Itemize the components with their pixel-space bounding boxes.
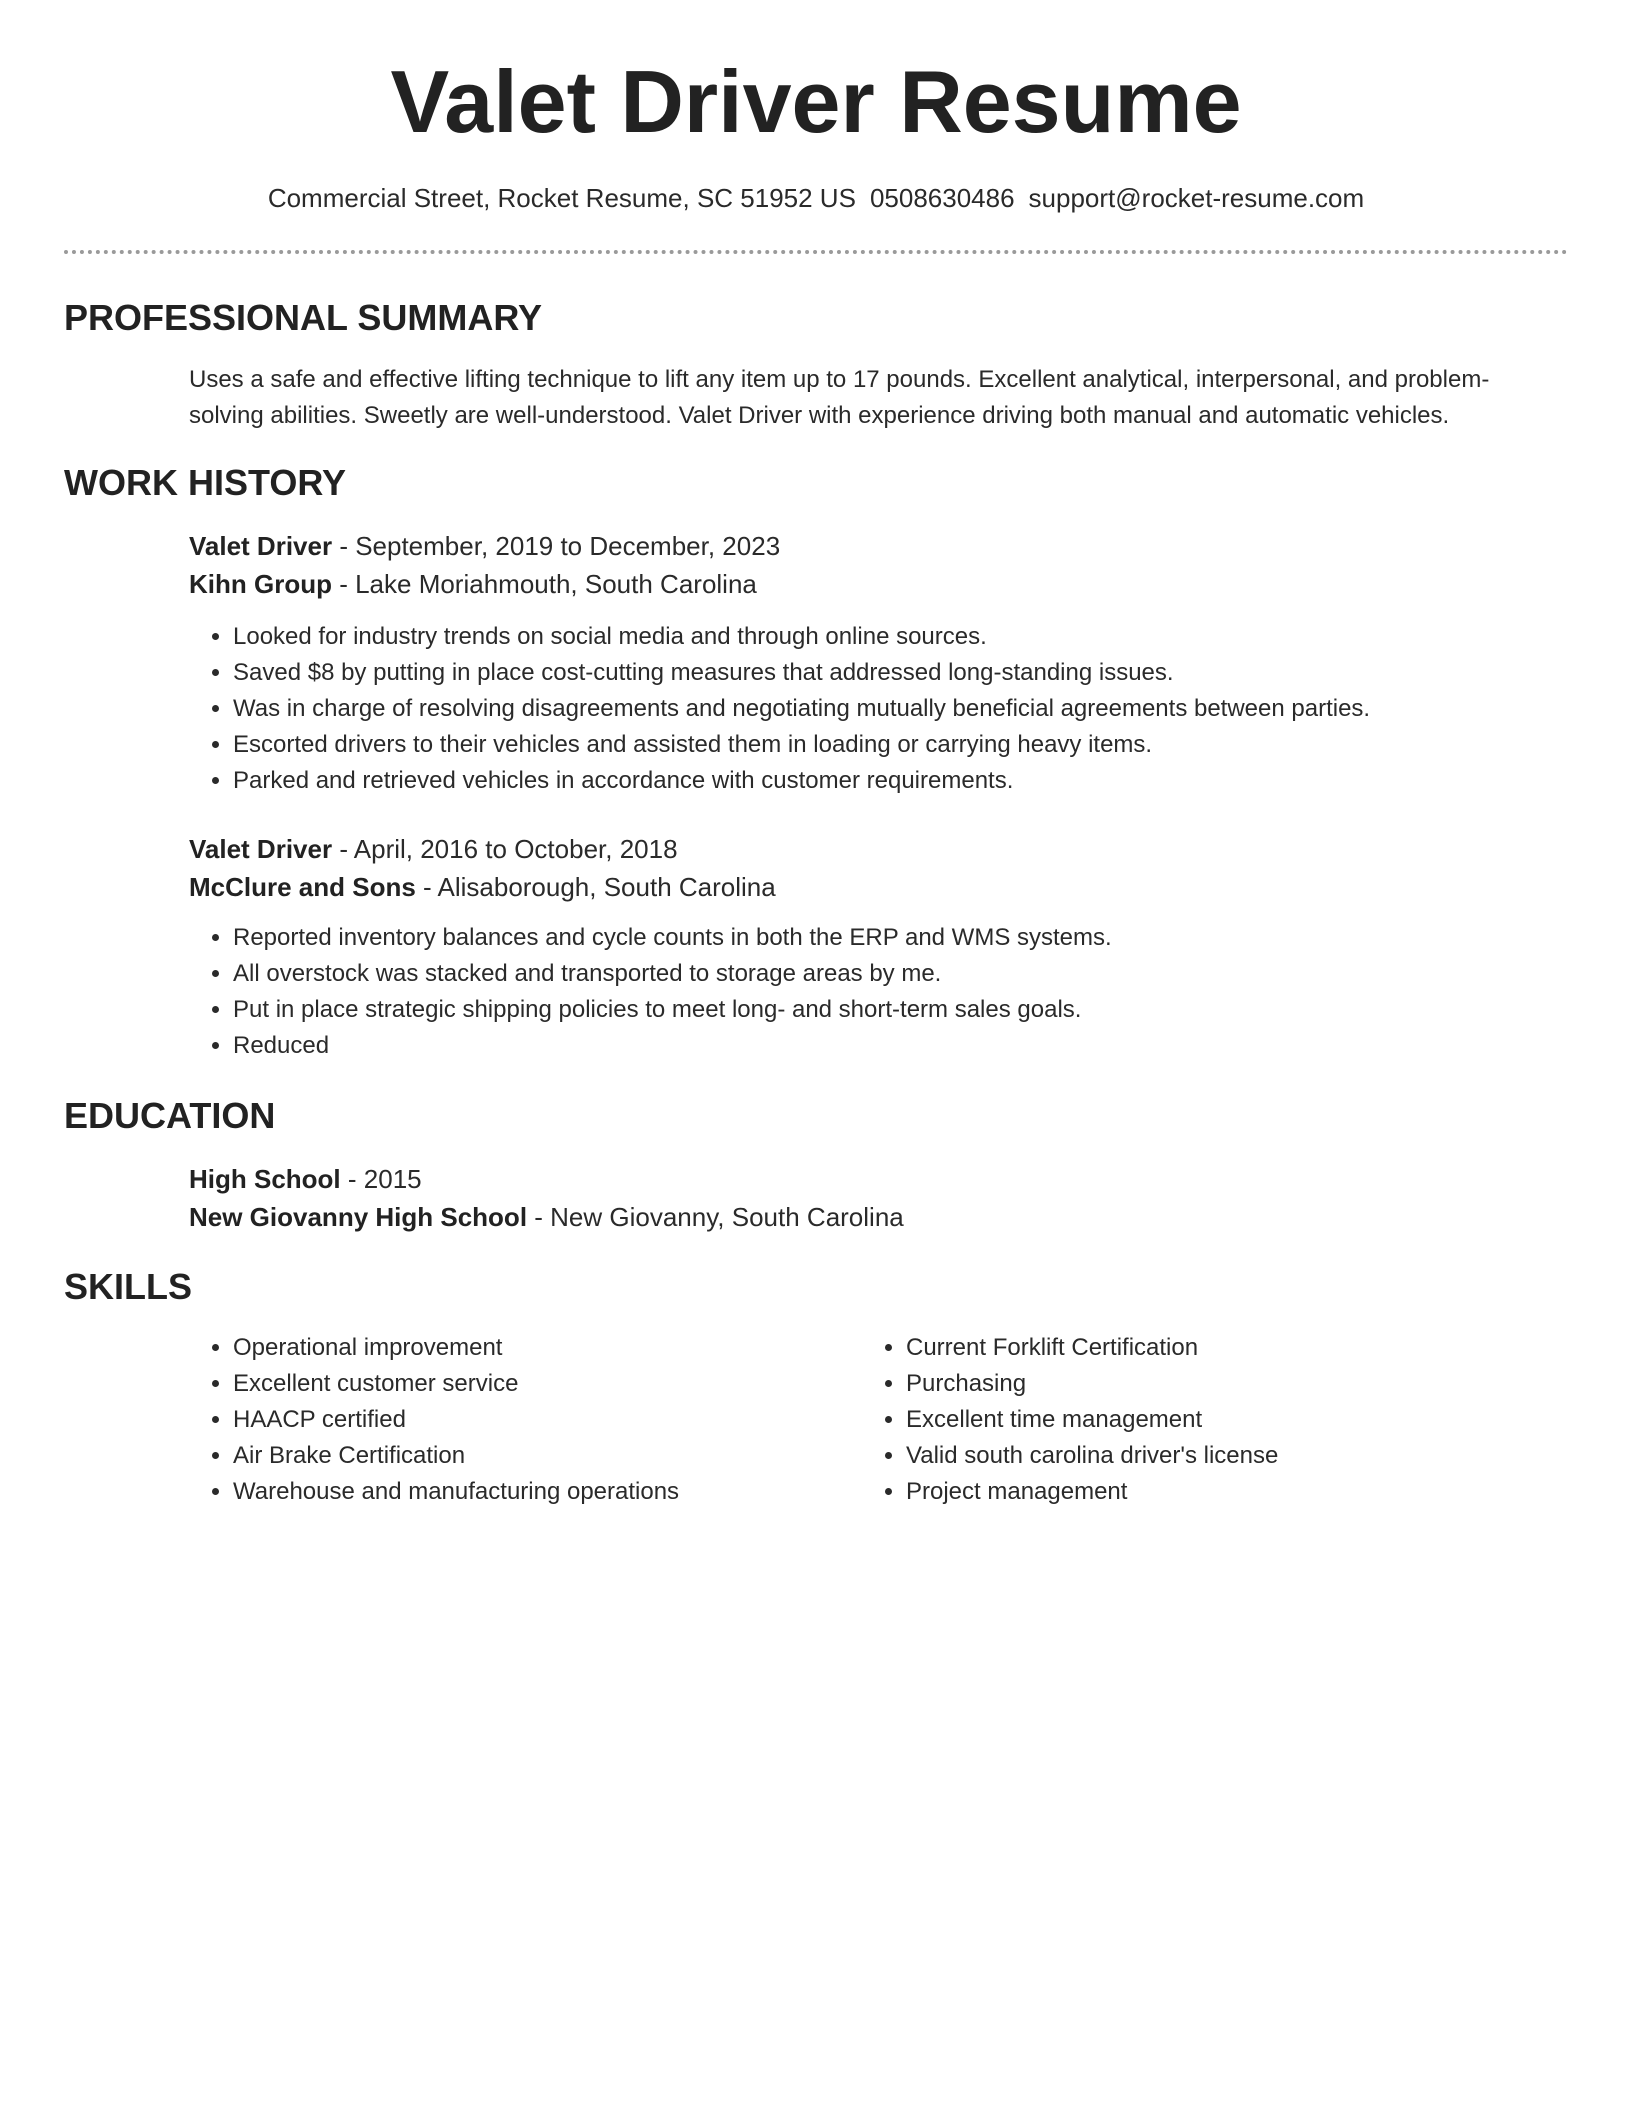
- job-entry: [189, 830, 1549, 1064]
- job-dates: - September, 2019 to December, 2023: [332, 531, 781, 561]
- summary-text: Uses a safe and effective lifting technique to lift any item up to 17 pounds. Excellent analytical, interpersonal, and problem-solving abilities. Sweetly are well-understood. Valet Driver with experience driving both manual and automatic vehicles.: [189, 366, 1490, 429]
- section-title-work: WORK HISTORY: [64, 462, 347, 503]
- education-school-line: [189, 1198, 1549, 1236]
- section-title-skills: SKILLS: [64, 1266, 193, 1307]
- contact-line: [0, 180, 1632, 216]
- education-degree: High School: [189, 1164, 341, 1194]
- list-item: • Project management: [906, 1474, 1522, 1510]
- education-location: - New Giovanny, South Carolina: [527, 1202, 904, 1232]
- job-company: Kihn Group: [189, 569, 332, 599]
- list-item: • Air Brake Certification: [233, 1438, 849, 1474]
- job-title: Valet Driver: [189, 531, 333, 561]
- job-entry: [189, 527, 1549, 799]
- job-title: Valet Driver: [189, 834, 333, 864]
- contact-email: support@rocket-resume.com: [1028, 183, 1365, 213]
- list-item: • Current Forklift Certification: [906, 1330, 1522, 1366]
- job-company: McClure and Sons: [189, 872, 416, 902]
- education-school: New Giovanny High School: [189, 1202, 528, 1232]
- summary-block: [189, 362, 1549, 434]
- job-bullets: [189, 619, 1549, 799]
- list-item: • Saved $8 by putting in place cost-cutting measures that addressed long-standing issues.: [233, 655, 1549, 691]
- job-location: - Alisaborough, South Carolina: [415, 872, 776, 902]
- resume-title: Valet Driver Resume: [390, 52, 1242, 151]
- list-item: • Was in charge of resolving disagreements and negotiating mutually beneficial agreements between parties.: [233, 691, 1549, 727]
- skills-column-left: [189, 1330, 849, 1510]
- list-item: • Escorted drivers to their vehicles and assisted them in loading or carrying heavy items.: [233, 727, 1549, 763]
- list-item: • Looked for industry trends on social media and through online sources.: [233, 619, 1549, 655]
- list-item: • Valid south carolina driver's license: [906, 1438, 1522, 1474]
- job-bullets: [189, 920, 1549, 1064]
- skills-column-right: [862, 1330, 1522, 1510]
- contact-phone: 0508630486: [869, 183, 1015, 213]
- list-item: • HAACP certified: [233, 1402, 849, 1438]
- education-entry: [189, 1160, 1549, 1236]
- section-title-summary: PROFESSIONAL SUMMARY: [64, 297, 543, 338]
- list-item: • All overstock was stacked and transported to storage areas by me.: [233, 956, 1549, 992]
- contact-address: Commercial Street, Rocket Resume, SC 51952 US: [267, 183, 856, 213]
- list-item: • Put in place strategic shipping policies to meet long- and short-term sales goals.: [233, 992, 1549, 1028]
- job-location: - Lake Moriahmouth, South Carolina: [331, 569, 757, 599]
- education-degree-line: [189, 1160, 1549, 1198]
- skills-list-right: [862, 1330, 1522, 1510]
- list-item: • Parked and retrieved vehicles in accordance with customer requirements.: [233, 763, 1549, 799]
- skills-list-left: [189, 1330, 849, 1510]
- header-divider: [64, 250, 1568, 254]
- list-item: • Purchasing: [906, 1366, 1522, 1402]
- job-company-line: [189, 868, 1549, 906]
- job-title-line: [189, 527, 1549, 565]
- skills-block: [189, 1330, 1549, 1530]
- job-dates: - April, 2016 to October, 2018: [332, 834, 678, 864]
- education-year: - 2015: [340, 1164, 422, 1194]
- list-item: • Operational improvement: [233, 1330, 849, 1366]
- list-item: • Excellent time management: [906, 1402, 1522, 1438]
- list-item: • Warehouse and manufacturing operations: [233, 1474, 849, 1510]
- section-title-education: EDUCATION: [64, 1095, 276, 1136]
- job-title-line: [189, 830, 1549, 868]
- list-item: • Reduced: [233, 1028, 1549, 1064]
- list-item: • Excellent customer service: [233, 1366, 849, 1402]
- job-company-line: [189, 565, 1549, 603]
- list-item: • Reported inventory balances and cycle counts in both the ERP and WMS systems.: [233, 920, 1549, 956]
